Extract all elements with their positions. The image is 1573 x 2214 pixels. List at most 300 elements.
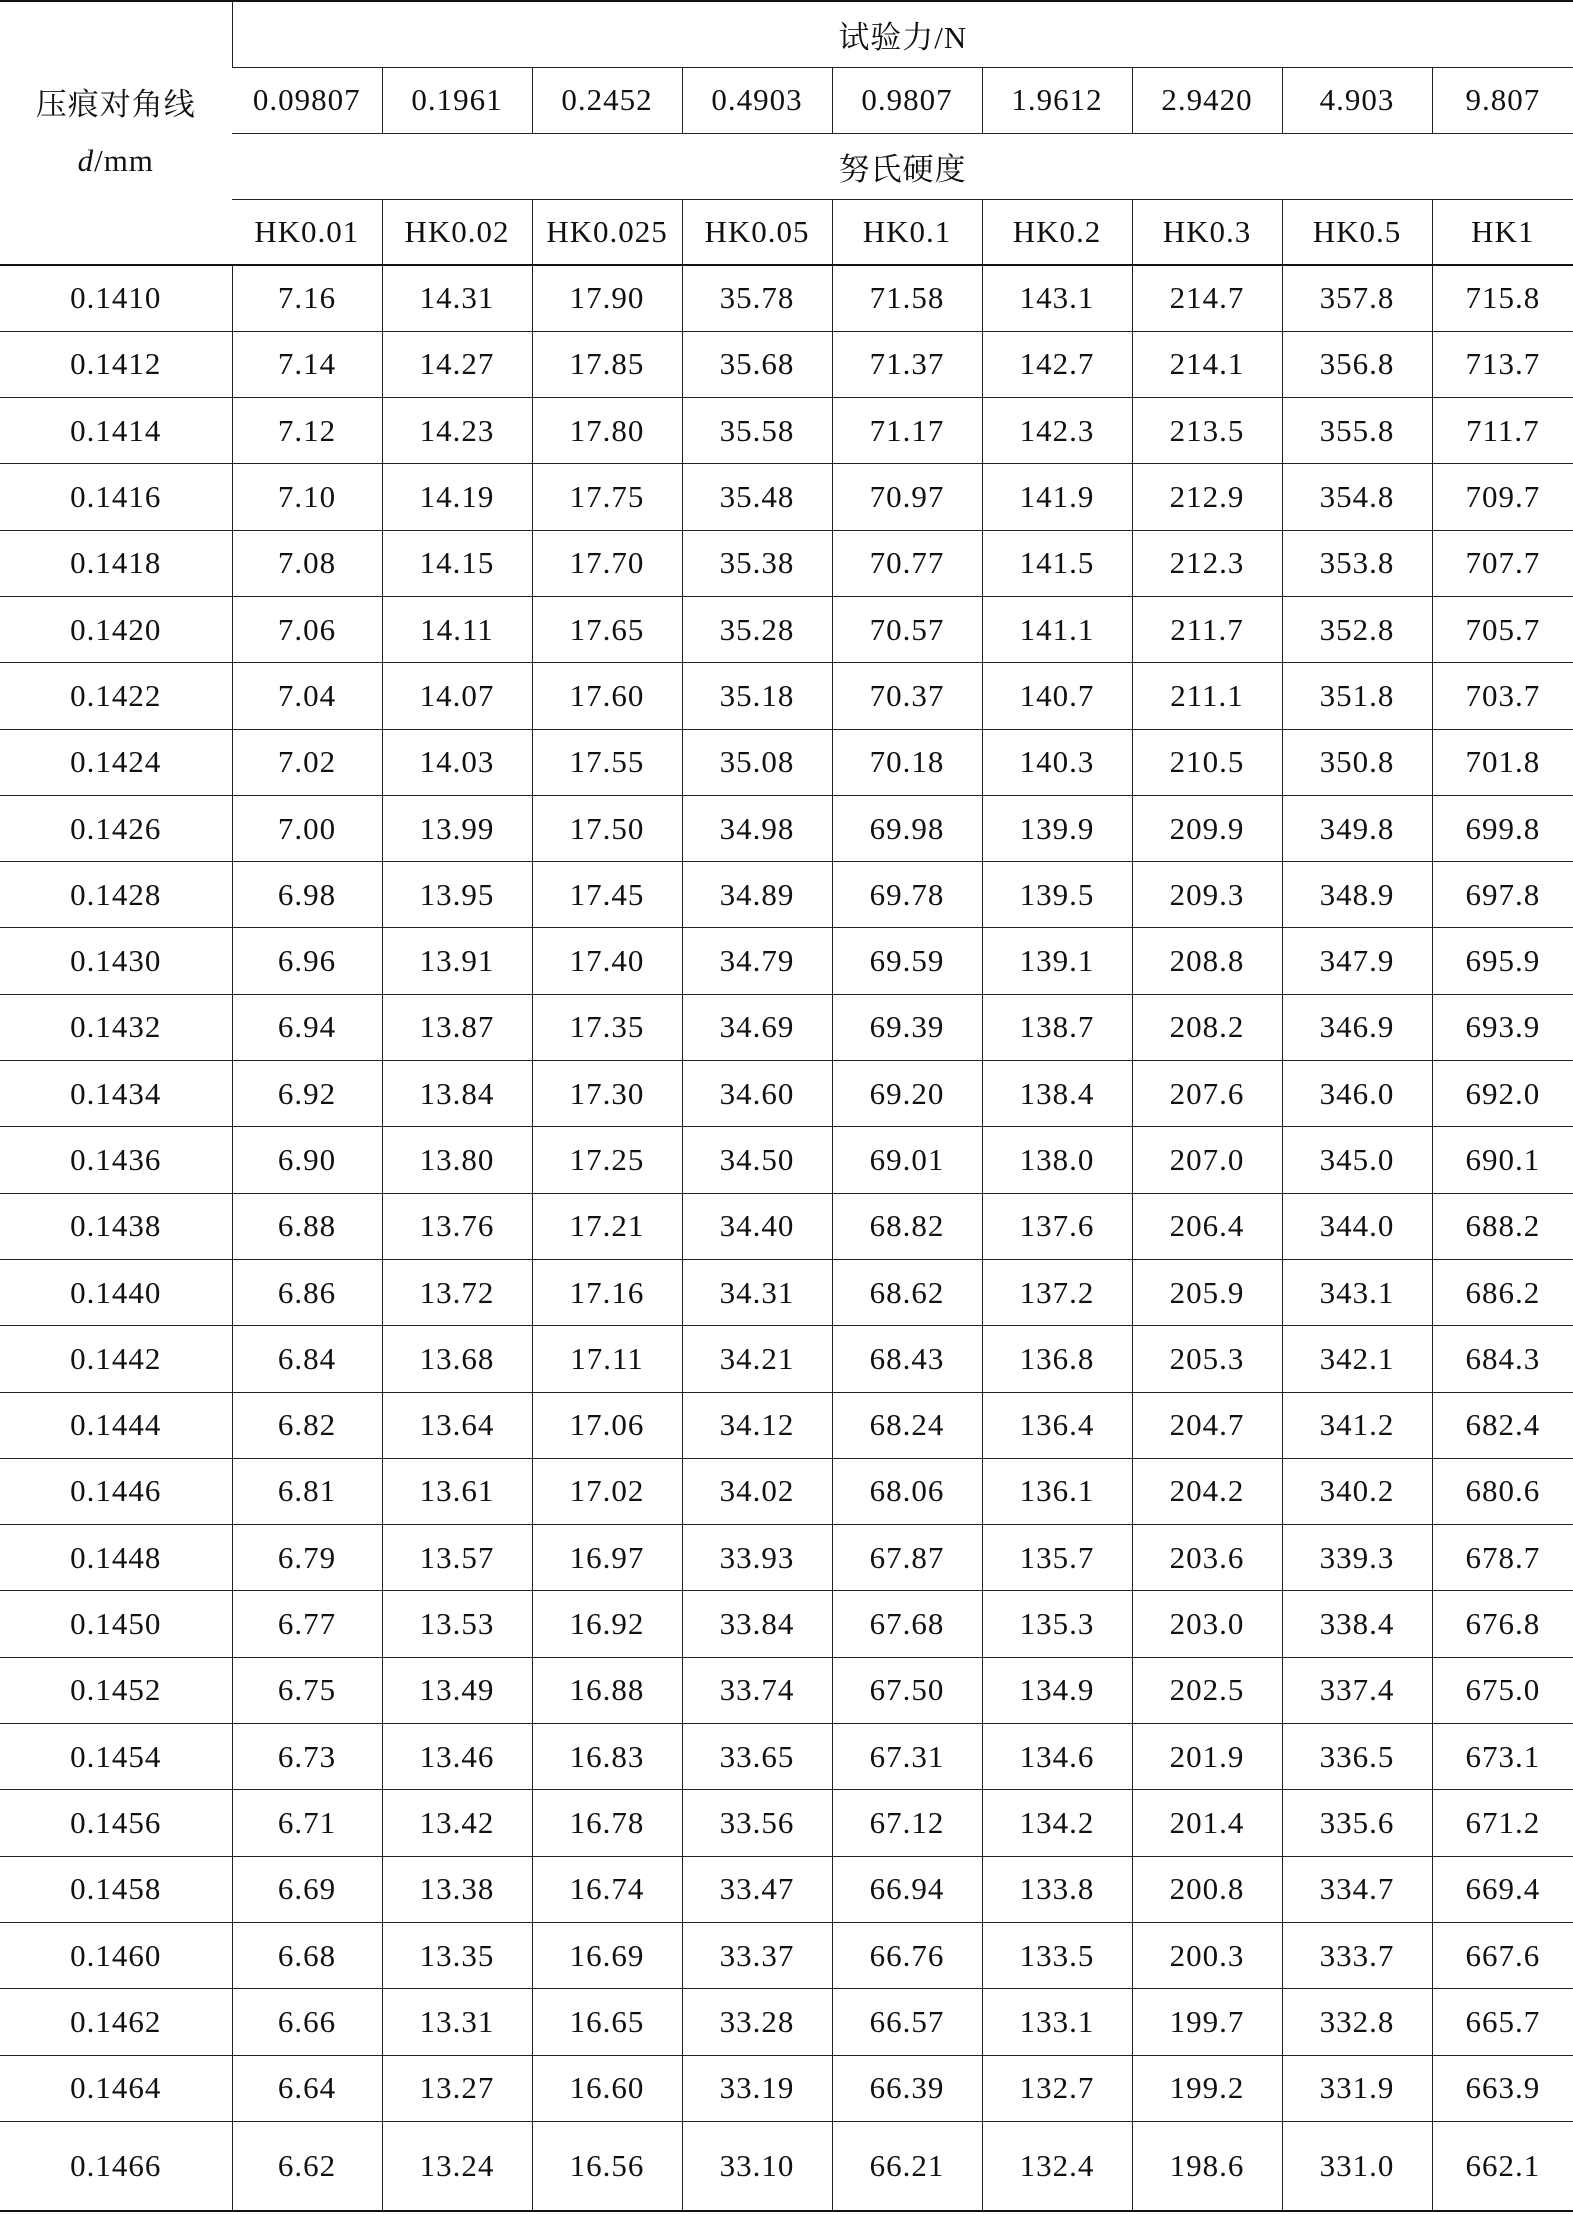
- hardness-value-cell: 13.76: [382, 1193, 532, 1259]
- hardness-value-cell: 14.07: [382, 663, 532, 729]
- force-value-cell: 0.09807: [232, 67, 382, 133]
- hardness-value-cell: 34.12: [682, 1392, 832, 1458]
- hardness-value-cell: 17.11: [532, 1326, 682, 1392]
- hardness-value-cell: 13.35: [382, 1922, 532, 1988]
- table-row: [0, 398, 1573, 464]
- corner-label-unit: /mm: [94, 143, 154, 178]
- hardness-value-cell: 34.50: [682, 1127, 832, 1193]
- hardness-value-cell: 713.7: [1432, 331, 1573, 397]
- force-value-cell: 9.807: [1432, 67, 1573, 133]
- hardness-value-cell: 671.2: [1432, 1790, 1573, 1856]
- hardness-value-cell: 134.9: [982, 1657, 1132, 1723]
- hardness-value-cell: 16.78: [532, 1790, 682, 1856]
- hardness-value-cell: 715.8: [1432, 265, 1573, 331]
- hardness-value-cell: 662.1: [1432, 2121, 1573, 2211]
- hardness-value-cell: 66.57: [832, 1989, 982, 2055]
- hardness-value-cell: 212.9: [1132, 464, 1282, 530]
- hardness-value-cell: 17.45: [532, 862, 682, 928]
- hardness-value-cell: 132.4: [982, 2121, 1132, 2211]
- hardness-value-cell: 133.1: [982, 1989, 1132, 2055]
- hardness-value-cell: 139.1: [982, 928, 1132, 994]
- hardness-value-cell: 16.88: [532, 1657, 682, 1723]
- hardness-value-cell: 676.8: [1432, 1591, 1573, 1657]
- diagonal-cell: 0.1436: [0, 1127, 232, 1193]
- hardness-value-cell: 204.7: [1132, 1392, 1282, 1458]
- diagonal-cell: 0.1412: [0, 331, 232, 397]
- hardness-value-cell: 13.49: [382, 1657, 532, 1723]
- hardness-value-cell: 141.1: [982, 596, 1132, 662]
- hardness-value-cell: 669.4: [1432, 1856, 1573, 1922]
- hardness-value-cell: 200.3: [1132, 1922, 1282, 1988]
- hardness-value-cell: 343.1: [1282, 1259, 1432, 1325]
- hardness-value-cell: 14.19: [382, 464, 532, 530]
- diagonal-cell: 0.1448: [0, 1525, 232, 1591]
- hardness-value-cell: 69.01: [832, 1127, 982, 1193]
- table-row: [0, 1856, 1573, 1922]
- hardness-value-cell: 205.9: [1132, 1259, 1282, 1325]
- diagonal-cell: 0.1464: [0, 2055, 232, 2121]
- hardness-value-cell: 7.16: [232, 265, 382, 331]
- hardness-value-cell: 7.08: [232, 530, 382, 596]
- hardness-value-cell: 67.12: [832, 1790, 982, 1856]
- hardness-value-cell: 68.62: [832, 1259, 982, 1325]
- hardness-value-cell: 69.39: [832, 994, 982, 1060]
- hardness-value-cell: 209.9: [1132, 795, 1282, 861]
- hardness-value-cell: 33.84: [682, 1591, 832, 1657]
- hardness-value-cell: 34.40: [682, 1193, 832, 1259]
- hardness-value-cell: 34.60: [682, 1061, 832, 1127]
- hardness-value-cell: 349.8: [1282, 795, 1432, 861]
- hardness-value-cell: 7.12: [232, 398, 382, 464]
- diagonal-cell: 0.1410: [0, 265, 232, 331]
- hardness-value-cell: 16.83: [532, 1724, 682, 1790]
- hardness-value-cell: 6.98: [232, 862, 382, 928]
- hardness-value-cell: 692.0: [1432, 1061, 1573, 1127]
- hardness-value-cell: 354.8: [1282, 464, 1432, 530]
- hardness-value-cell: 201.9: [1132, 1724, 1282, 1790]
- hardness-value-cell: 34.69: [682, 994, 832, 1060]
- hardness-value-cell: 356.8: [1282, 331, 1432, 397]
- hardness-value-cell: 695.9: [1432, 928, 1573, 994]
- hardness-value-cell: 33.37: [682, 1922, 832, 1988]
- table-row: [0, 1259, 1573, 1325]
- force-value-cell: 0.4903: [682, 67, 832, 133]
- hardness-value-cell: 205.3: [1132, 1326, 1282, 1392]
- hardness-value-cell: 6.73: [232, 1724, 382, 1790]
- table-row: [0, 994, 1573, 1060]
- table-row: [0, 1127, 1573, 1193]
- table-row: [0, 1061, 1573, 1127]
- hardness-value-cell: 13.31: [382, 1989, 532, 2055]
- hardness-value-cell: 6.64: [232, 2055, 382, 2121]
- hardness-value-cell: 13.95: [382, 862, 532, 928]
- hardness-value-cell: 214.1: [1132, 331, 1282, 397]
- hardness-value-cell: 13.61: [382, 1458, 532, 1524]
- hardness-scale-cell: HK0.01: [232, 199, 382, 265]
- hardness-value-cell: 201.4: [1132, 1790, 1282, 1856]
- hardness-value-cell: 342.1: [1282, 1326, 1432, 1392]
- hardness-value-cell: 13.91: [382, 928, 532, 994]
- hardness-value-cell: 703.7: [1432, 663, 1573, 729]
- diagonal-cell: 0.1456: [0, 1790, 232, 1856]
- table-row: [0, 862, 1573, 928]
- hardness-value-cell: 13.24: [382, 2121, 532, 2211]
- hardness-value-cell: 6.94: [232, 994, 382, 1060]
- hardness-scale-cell: HK0.025: [532, 199, 682, 265]
- hardness-value-cell: 17.85: [532, 331, 682, 397]
- hardness-value-cell: 16.97: [532, 1525, 682, 1591]
- hardness-value-cell: 16.65: [532, 1989, 682, 2055]
- hardness-value-cell: 675.0: [1432, 1657, 1573, 1723]
- diagonal-cell: 0.1424: [0, 729, 232, 795]
- diagonal-cell: 0.1458: [0, 1856, 232, 1922]
- hardness-value-cell: 353.8: [1282, 530, 1432, 596]
- hardness-value-cell: 705.7: [1432, 596, 1573, 662]
- hardness-scale-cell: HK0.2: [982, 199, 1132, 265]
- hardness-value-cell: 14.31: [382, 265, 532, 331]
- table-row: [0, 1591, 1573, 1657]
- table-row: [0, 1326, 1573, 1392]
- hardness-value-cell: 17.90: [532, 265, 682, 331]
- hardness-value-cell: 135.3: [982, 1591, 1132, 1657]
- hardness-value-cell: 17.21: [532, 1193, 682, 1259]
- hardness-value-cell: 688.2: [1432, 1193, 1573, 1259]
- hardness-value-cell: 13.84: [382, 1061, 532, 1127]
- hardness-value-cell: 136.1: [982, 1458, 1132, 1524]
- hardness-value-cell: 208.8: [1132, 928, 1282, 994]
- hardness-value-cell: 14.15: [382, 530, 532, 596]
- hardness-value-cell: 341.2: [1282, 1392, 1432, 1458]
- hardness-value-cell: 70.18: [832, 729, 982, 795]
- hardness-value-cell: 137.6: [982, 1193, 1132, 1259]
- table-row: [0, 265, 1573, 331]
- hardness-value-cell: 13.38: [382, 1856, 532, 1922]
- hardness-value-cell: 135.7: [982, 1525, 1132, 1591]
- hardness-value-cell: 17.25: [532, 1127, 682, 1193]
- hardness-value-cell: 690.1: [1432, 1127, 1573, 1193]
- hardness-value-cell: 13.87: [382, 994, 532, 1060]
- table-row: [0, 1989, 1573, 2055]
- hardness-value-cell: 17.60: [532, 663, 682, 729]
- hardness-value-cell: 138.0: [982, 1127, 1132, 1193]
- hardness-value-cell: 699.8: [1432, 795, 1573, 861]
- hardness-value-cell: 67.31: [832, 1724, 982, 1790]
- hardness-value-cell: 7.14: [232, 331, 382, 397]
- force-header: 试验力/N: [232, 1, 1573, 67]
- hardness-value-cell: 35.38: [682, 530, 832, 596]
- hardness-value-cell: 67.50: [832, 1657, 982, 1723]
- diagonal-cell: 0.1432: [0, 994, 232, 1060]
- force-value-cell: 0.2452: [532, 67, 682, 133]
- diagonal-cell: 0.1450: [0, 1591, 232, 1657]
- hardness-value-cell: 13.46: [382, 1724, 532, 1790]
- diagonal-cell: 0.1416: [0, 464, 232, 530]
- hardness-value-cell: 17.35: [532, 994, 682, 1060]
- diagonal-cell: 0.1466: [0, 2121, 232, 2211]
- header-row-force-title: [0, 1, 1573, 67]
- hardness-value-cell: 136.4: [982, 1392, 1132, 1458]
- hardness-value-cell: 137.2: [982, 1259, 1132, 1325]
- hardness-value-cell: 138.7: [982, 994, 1132, 1060]
- hardness-value-cell: 17.70: [532, 530, 682, 596]
- hardness-value-cell: 673.1: [1432, 1724, 1573, 1790]
- hardness-value-cell: 6.69: [232, 1856, 382, 1922]
- force-value-cell: 0.1961: [382, 67, 532, 133]
- hardness-value-cell: 34.89: [682, 862, 832, 928]
- hardness-value-cell: 6.90: [232, 1127, 382, 1193]
- hardness-value-cell: 35.58: [682, 398, 832, 464]
- hardness-value-cell: 14.23: [382, 398, 532, 464]
- hardness-value-cell: 13.68: [382, 1326, 532, 1392]
- table-row: [0, 464, 1573, 530]
- table-row: [0, 1724, 1573, 1790]
- hardness-value-cell: 13.27: [382, 2055, 532, 2121]
- hardness-value-cell: 6.75: [232, 1657, 382, 1723]
- diagonal-cell: 0.1442: [0, 1326, 232, 1392]
- hardness-value-cell: 209.3: [1132, 862, 1282, 928]
- hardness-value-cell: 142.7: [982, 331, 1132, 397]
- hardness-value-cell: 202.5: [1132, 1657, 1282, 1723]
- hardness-value-cell: 346.0: [1282, 1061, 1432, 1127]
- hardness-value-cell: 134.6: [982, 1724, 1132, 1790]
- force-value-cell: 2.9420: [1132, 67, 1282, 133]
- hardness-value-cell: 214.7: [1132, 265, 1282, 331]
- hardness-value-cell: 33.10: [682, 2121, 832, 2211]
- corner-label-line2: [0, 133, 232, 189]
- hardness-value-cell: 697.8: [1432, 862, 1573, 928]
- hardness-value-cell: 66.39: [832, 2055, 982, 2121]
- hardness-value-cell: 13.57: [382, 1525, 532, 1591]
- table-row: [0, 2121, 1573, 2211]
- hardness-value-cell: 693.9: [1432, 994, 1573, 1060]
- hardness-value-cell: 346.9: [1282, 994, 1432, 1060]
- diagonal-cell: 0.1434: [0, 1061, 232, 1127]
- hardness-scale-cell: HK0.02: [382, 199, 532, 265]
- header-row-scales: [0, 199, 1573, 265]
- hardness-value-cell: 69.59: [832, 928, 982, 994]
- corner-label-line1: 压痕对角线: [35, 87, 196, 122]
- hardness-value-cell: 17.80: [532, 398, 682, 464]
- hardness-value-cell: 357.8: [1282, 265, 1432, 331]
- hardness-value-cell: 34.98: [682, 795, 832, 861]
- hardness-value-cell: 7.02: [232, 729, 382, 795]
- force-value-cell: 0.9807: [832, 67, 982, 133]
- hardness-value-cell: 211.1: [1132, 663, 1282, 729]
- hardness-scale-cell: HK1: [1432, 199, 1573, 265]
- diagonal-cell: 0.1420: [0, 596, 232, 662]
- hardness-value-cell: 33.47: [682, 1856, 832, 1922]
- hardness-value-cell: 13.53: [382, 1591, 532, 1657]
- hardness-value-cell: 133.8: [982, 1856, 1132, 1922]
- hardness-value-cell: 678.7: [1432, 1525, 1573, 1591]
- diagonal-cell: 0.1444: [0, 1392, 232, 1458]
- hardness-scale-cell: HK0.3: [1132, 199, 1282, 265]
- hardness-value-cell: 71.17: [832, 398, 982, 464]
- table-row: [0, 1392, 1573, 1458]
- force-value-cell: 1.9612: [982, 67, 1132, 133]
- hardness-value-cell: 133.5: [982, 1922, 1132, 1988]
- hardness-value-cell: 351.8: [1282, 663, 1432, 729]
- diagonal-cell: 0.1446: [0, 1458, 232, 1524]
- hardness-value-cell: 68.43: [832, 1326, 982, 1392]
- table-row: [0, 1525, 1573, 1591]
- corner-header-cell: [0, 1, 232, 265]
- hardness-value-cell: 141.9: [982, 464, 1132, 530]
- table-header: [0, 1, 1573, 265]
- hardness-value-cell: 6.92: [232, 1061, 382, 1127]
- hardness-value-cell: 711.7: [1432, 398, 1573, 464]
- table-row: [0, 663, 1573, 729]
- hardness-value-cell: 68.06: [832, 1458, 982, 1524]
- table-row: [0, 928, 1573, 994]
- hardness-value-cell: 6.82: [232, 1392, 382, 1458]
- hardness-value-cell: 17.40: [532, 928, 682, 994]
- header-row-hardness-title: [0, 133, 1573, 199]
- hardness-value-cell: 70.57: [832, 596, 982, 662]
- hardness-value-cell: 6.81: [232, 1458, 382, 1524]
- hardness-value-cell: 665.7: [1432, 1989, 1573, 2055]
- hardness-value-cell: 69.78: [832, 862, 982, 928]
- diagonal-cell: 0.1462: [0, 1989, 232, 2055]
- hardness-value-cell: 337.4: [1282, 1657, 1432, 1723]
- hardness-value-cell: 13.99: [382, 795, 532, 861]
- hardness-value-cell: 66.94: [832, 1856, 982, 1922]
- hardness-value-cell: 35.48: [682, 464, 832, 530]
- hardness-value-cell: 33.28: [682, 1989, 832, 2055]
- hardness-value-cell: 17.75: [532, 464, 682, 530]
- diagonal-cell: 0.1438: [0, 1193, 232, 1259]
- hardness-value-cell: 13.80: [382, 1127, 532, 1193]
- hardness-value-cell: 140.7: [982, 663, 1132, 729]
- hardness-value-cell: 6.96: [232, 928, 382, 994]
- hardness-value-cell: 682.4: [1432, 1392, 1573, 1458]
- hardness-value-cell: 7.06: [232, 596, 382, 662]
- hardness-value-cell: 7.04: [232, 663, 382, 729]
- hardness-value-cell: 34.21: [682, 1326, 832, 1392]
- diagonal-cell: 0.1452: [0, 1657, 232, 1723]
- hardness-value-cell: 6.84: [232, 1326, 382, 1392]
- hardness-value-cell: 14.27: [382, 331, 532, 397]
- hardness-value-cell: 331.0: [1282, 2121, 1432, 2211]
- hardness-value-cell: 17.06: [532, 1392, 682, 1458]
- hardness-value-cell: 6.86: [232, 1259, 382, 1325]
- hardness-value-cell: 16.60: [532, 2055, 682, 2121]
- hardness-value-cell: 17.16: [532, 1259, 682, 1325]
- hardness-value-cell: 206.4: [1132, 1193, 1282, 1259]
- table-row: [0, 795, 1573, 861]
- hardness-value-cell: 34.02: [682, 1458, 832, 1524]
- hardness-value-cell: 200.8: [1132, 1856, 1282, 1922]
- hardness-value-cell: 348.9: [1282, 862, 1432, 928]
- hardness-value-cell: 211.7: [1132, 596, 1282, 662]
- hardness-value-cell: 34.31: [682, 1259, 832, 1325]
- hardness-header: 努氏硬度: [232, 133, 1573, 199]
- hardness-value-cell: 66.76: [832, 1922, 982, 1988]
- hardness-value-cell: 17.50: [532, 795, 682, 861]
- diagonal-cell: 0.1426: [0, 795, 232, 861]
- corner-label-variable: d: [77, 143, 95, 178]
- hardness-value-cell: 68.82: [832, 1193, 982, 1259]
- table-row: [0, 596, 1573, 662]
- hardness-value-cell: 344.0: [1282, 1193, 1432, 1259]
- hardness-value-cell: 70.97: [832, 464, 982, 530]
- header-row-forces: [0, 67, 1573, 133]
- hardness-value-cell: 199.2: [1132, 2055, 1282, 2121]
- hardness-value-cell: 69.20: [832, 1061, 982, 1127]
- force-value-cell: 4.903: [1282, 67, 1432, 133]
- hardness-value-cell: 142.3: [982, 398, 1132, 464]
- hardness-value-cell: 6.77: [232, 1591, 382, 1657]
- diagonal-cell: 0.1454: [0, 1724, 232, 1790]
- hardness-value-cell: 35.68: [682, 331, 832, 397]
- table-row: [0, 530, 1573, 596]
- hardness-value-cell: 13.64: [382, 1392, 532, 1458]
- hardness-value-cell: 210.5: [1132, 729, 1282, 795]
- hardness-value-cell: 709.7: [1432, 464, 1573, 530]
- hardness-value-cell: 701.8: [1432, 729, 1573, 795]
- hardness-value-cell: 339.3: [1282, 1525, 1432, 1591]
- hardness-value-cell: 7.00: [232, 795, 382, 861]
- hardness-value-cell: 33.56: [682, 1790, 832, 1856]
- table-body: [0, 265, 1573, 2211]
- hardness-value-cell: 16.56: [532, 2121, 682, 2211]
- hardness-value-cell: 68.24: [832, 1392, 982, 1458]
- table-row: [0, 729, 1573, 795]
- hardness-value-cell: 207.6: [1132, 1061, 1282, 1127]
- hardness-value-cell: 16.69: [532, 1922, 682, 1988]
- diagonal-cell: 0.1460: [0, 1922, 232, 1988]
- hardness-value-cell: 70.77: [832, 530, 982, 596]
- hardness-value-cell: 143.1: [982, 265, 1132, 331]
- table-row: [0, 1193, 1573, 1259]
- hardness-value-cell: 33.93: [682, 1525, 832, 1591]
- hardness-value-cell: 67.87: [832, 1525, 982, 1591]
- hardness-value-cell: 71.37: [832, 331, 982, 397]
- hardness-value-cell: 332.8: [1282, 1989, 1432, 2055]
- hardness-value-cell: 35.28: [682, 596, 832, 662]
- hardness-value-cell: 350.8: [1282, 729, 1432, 795]
- hardness-value-cell: 686.2: [1432, 1259, 1573, 1325]
- hardness-value-cell: 333.7: [1282, 1922, 1432, 1988]
- hardness-value-cell: 198.6: [1132, 2121, 1282, 2211]
- hardness-value-cell: 6.66: [232, 1989, 382, 2055]
- hardness-value-cell: 66.21: [832, 2121, 982, 2211]
- hardness-value-cell: 6.88: [232, 1193, 382, 1259]
- hardness-value-cell: 17.30: [532, 1061, 682, 1127]
- hardness-value-cell: 207.0: [1132, 1127, 1282, 1193]
- hardness-value-cell: 208.2: [1132, 994, 1282, 1060]
- hardness-value-cell: 69.98: [832, 795, 982, 861]
- hardness-value-cell: 6.68: [232, 1922, 382, 1988]
- hardness-value-cell: 13.72: [382, 1259, 532, 1325]
- hardness-value-cell: 67.68: [832, 1591, 982, 1657]
- hardness-value-cell: 331.9: [1282, 2055, 1432, 2121]
- hardness-scale-cell: HK0.1: [832, 199, 982, 265]
- table-row: [0, 1657, 1573, 1723]
- hardness-value-cell: 334.7: [1282, 1856, 1432, 1922]
- table-row: [0, 2055, 1573, 2121]
- hardness-value-cell: 132.7: [982, 2055, 1132, 2121]
- hardness-value-cell: 140.3: [982, 729, 1132, 795]
- hardness-value-cell: 203.0: [1132, 1591, 1282, 1657]
- diagonal-cell: 0.1414: [0, 398, 232, 464]
- diagonal-cell: 0.1422: [0, 663, 232, 729]
- hardness-value-cell: 139.9: [982, 795, 1132, 861]
- hardness-value-cell: 336.5: [1282, 1724, 1432, 1790]
- table-row: [0, 1458, 1573, 1524]
- hardness-value-cell: 141.5: [982, 530, 1132, 596]
- hardness-value-cell: 212.3: [1132, 530, 1282, 596]
